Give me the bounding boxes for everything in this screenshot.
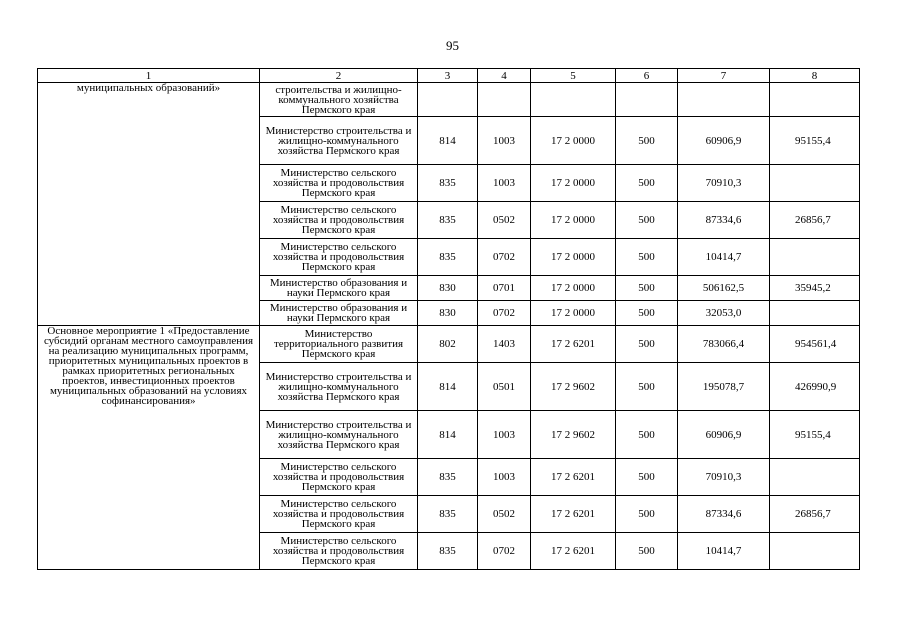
organization-cell: Министерство сельского хозяйства и продовольствия Пермского края <box>260 202 418 239</box>
admin-code-cell: 814 <box>418 363 478 411</box>
section-code-cell: 0502 <box>478 202 531 239</box>
amount-cell: 10414,7 <box>678 533 770 570</box>
page-number: 95 <box>446 38 459 53</box>
table-row <box>38 326 860 363</box>
header-cell: 8 <box>770 69 860 83</box>
organization-cell: Министерство строительства и жилищно-коммунального хозяйства Пермского края <box>260 363 418 411</box>
target-article-cell: 17 2 0000 <box>531 202 616 239</box>
admin-code-cell: 830 <box>418 276 478 301</box>
budget-table <box>37 68 860 570</box>
organization-cell: Министерство образования и науки Пермского края <box>260 276 418 301</box>
amount-next-cell <box>770 165 860 202</box>
section-code-cell: 1003 <box>478 459 531 496</box>
activity-cell-continued: муниципальных образований» <box>38 83 260 326</box>
section-code-cell: 0702 <box>478 301 531 326</box>
target-article-cell: 17 2 0000 <box>531 165 616 202</box>
amount-cell: 87334,6 <box>678 496 770 533</box>
amount-cell: 70910,3 <box>678 459 770 496</box>
admin-code-cell: 835 <box>418 239 478 276</box>
amount-next-cell <box>770 459 860 496</box>
organization-cell: Министерство сельского хозяйства и продовольствия Пермского края <box>260 496 418 533</box>
expense-type-cell <box>616 83 678 117</box>
amount-next-cell: 95155,4 <box>770 117 860 165</box>
section-code-cell: 1003 <box>478 411 531 459</box>
section-code-cell: 1003 <box>478 117 531 165</box>
admin-code-cell: 802 <box>418 326 478 363</box>
target-article-cell <box>531 83 616 117</box>
expense-type-cell: 500 <box>616 326 678 363</box>
expense-type-cell: 500 <box>616 496 678 533</box>
admin-code-cell: 835 <box>418 459 478 496</box>
target-article-cell: 17 2 0000 <box>531 239 616 276</box>
target-article-cell: 17 2 0000 <box>531 117 616 165</box>
amount-cell: 32053,0 <box>678 301 770 326</box>
target-article-cell: 17 2 9602 <box>531 411 616 459</box>
admin-code-cell: 830 <box>418 301 478 326</box>
target-article-cell: 17 2 6201 <box>531 326 616 363</box>
header-cell: 3 <box>418 69 478 83</box>
expense-type-cell: 500 <box>616 276 678 301</box>
table-row <box>38 83 860 117</box>
amount-next-cell: 35945,2 <box>770 276 860 301</box>
target-article-cell: 17 2 9602 <box>531 363 616 411</box>
header-cell: 6 <box>616 69 678 83</box>
expense-type-cell: 500 <box>616 202 678 239</box>
admin-code-cell: 835 <box>418 202 478 239</box>
section-code-cell: 1003 <box>478 165 531 202</box>
amount-next-cell: 26856,7 <box>770 496 860 533</box>
amount-next-cell <box>770 533 860 570</box>
header-cell: 2 <box>260 69 418 83</box>
organization-cell: Министерство сельского хозяйства и продовольствия Пермского края <box>260 533 418 570</box>
organization-cell: Министерство сельского хозяйства и продовольствия Пермского края <box>260 239 418 276</box>
expense-type-cell: 500 <box>616 363 678 411</box>
header-cell: 1 <box>38 69 260 83</box>
section-code-cell: 0502 <box>478 496 531 533</box>
amount-next-cell: 954561,4 <box>770 326 860 363</box>
admin-code-cell: 835 <box>418 533 478 570</box>
amount-next-cell: 95155,4 <box>770 411 860 459</box>
target-article-cell: 17 2 6201 <box>531 533 616 570</box>
admin-code-cell: 814 <box>418 117 478 165</box>
amount-cell: 506162,5 <box>678 276 770 301</box>
amount-next-cell <box>770 239 860 276</box>
amount-cell: 10414,7 <box>678 239 770 276</box>
amount-cell <box>678 83 770 117</box>
amount-next-cell <box>770 83 860 117</box>
expense-type-cell: 500 <box>616 239 678 276</box>
section-code-cell: 0701 <box>478 276 531 301</box>
expense-type-cell: 500 <box>616 165 678 202</box>
header-cell: 5 <box>531 69 616 83</box>
section-code-cell <box>478 83 531 117</box>
header-cell: 7 <box>678 69 770 83</box>
expense-type-cell: 500 <box>616 459 678 496</box>
header-cell: 4 <box>478 69 531 83</box>
organization-cell: Министерство строительства и жилищно-коммунального хозяйства Пермского края <box>260 411 418 459</box>
section-code-cell: 0702 <box>478 239 531 276</box>
admin-code-cell: 835 <box>418 496 478 533</box>
amount-cell: 783066,4 <box>678 326 770 363</box>
amount-cell: 70910,3 <box>678 165 770 202</box>
admin-code-cell <box>418 83 478 117</box>
organization-cell: Министерство сельского хозяйства и продовольствия Пермского края <box>260 165 418 202</box>
section-code-cell: 0501 <box>478 363 531 411</box>
admin-code-cell: 814 <box>418 411 478 459</box>
amount-cell: 60906,9 <box>678 411 770 459</box>
amount-cell: 195078,7 <box>678 363 770 411</box>
amount-next-cell <box>770 301 860 326</box>
organization-cell: Министерство сельского хозяйства и продовольствия Пермского края <box>260 459 418 496</box>
amount-cell: 87334,6 <box>678 202 770 239</box>
amount-cell: 60906,9 <box>678 117 770 165</box>
expense-type-cell: 500 <box>616 411 678 459</box>
header-row <box>38 69 860 83</box>
organization-cell: Министерство строительства и жилищно-коммунального хозяйства Пермского края <box>260 117 418 165</box>
activity-cell-main-1: Основное мероприятие 1 «Предоставление субсидий органам местного самоуправления на реализацию муниципальных программ, приоритетных муниципальных проектов в рамках приоритетных региональных проектов, инвестиционных проектов муниципальных образований на условиях софинансирования» <box>38 326 260 570</box>
organization-cell: Министерство образования и науки Пермского края <box>260 301 418 326</box>
section-code-cell: 1403 <box>478 326 531 363</box>
expense-type-cell: 500 <box>616 117 678 165</box>
target-article-cell: 17 2 6201 <box>531 496 616 533</box>
expense-type-cell: 500 <box>616 533 678 570</box>
organization-cell: Министерство территориального развития Пермского края <box>260 326 418 363</box>
expense-type-cell: 500 <box>616 301 678 326</box>
amount-next-cell: 26856,7 <box>770 202 860 239</box>
target-article-cell: 17 2 0000 <box>531 301 616 326</box>
admin-code-cell: 835 <box>418 165 478 202</box>
organization-cell: строительства и жилищно-коммунального хозяйства Пермского края <box>260 83 418 117</box>
target-article-cell: 17 2 0000 <box>531 276 616 301</box>
section-code-cell: 0702 <box>478 533 531 570</box>
amount-next-cell: 426990,9 <box>770 363 860 411</box>
target-article-cell: 17 2 6201 <box>531 459 616 496</box>
